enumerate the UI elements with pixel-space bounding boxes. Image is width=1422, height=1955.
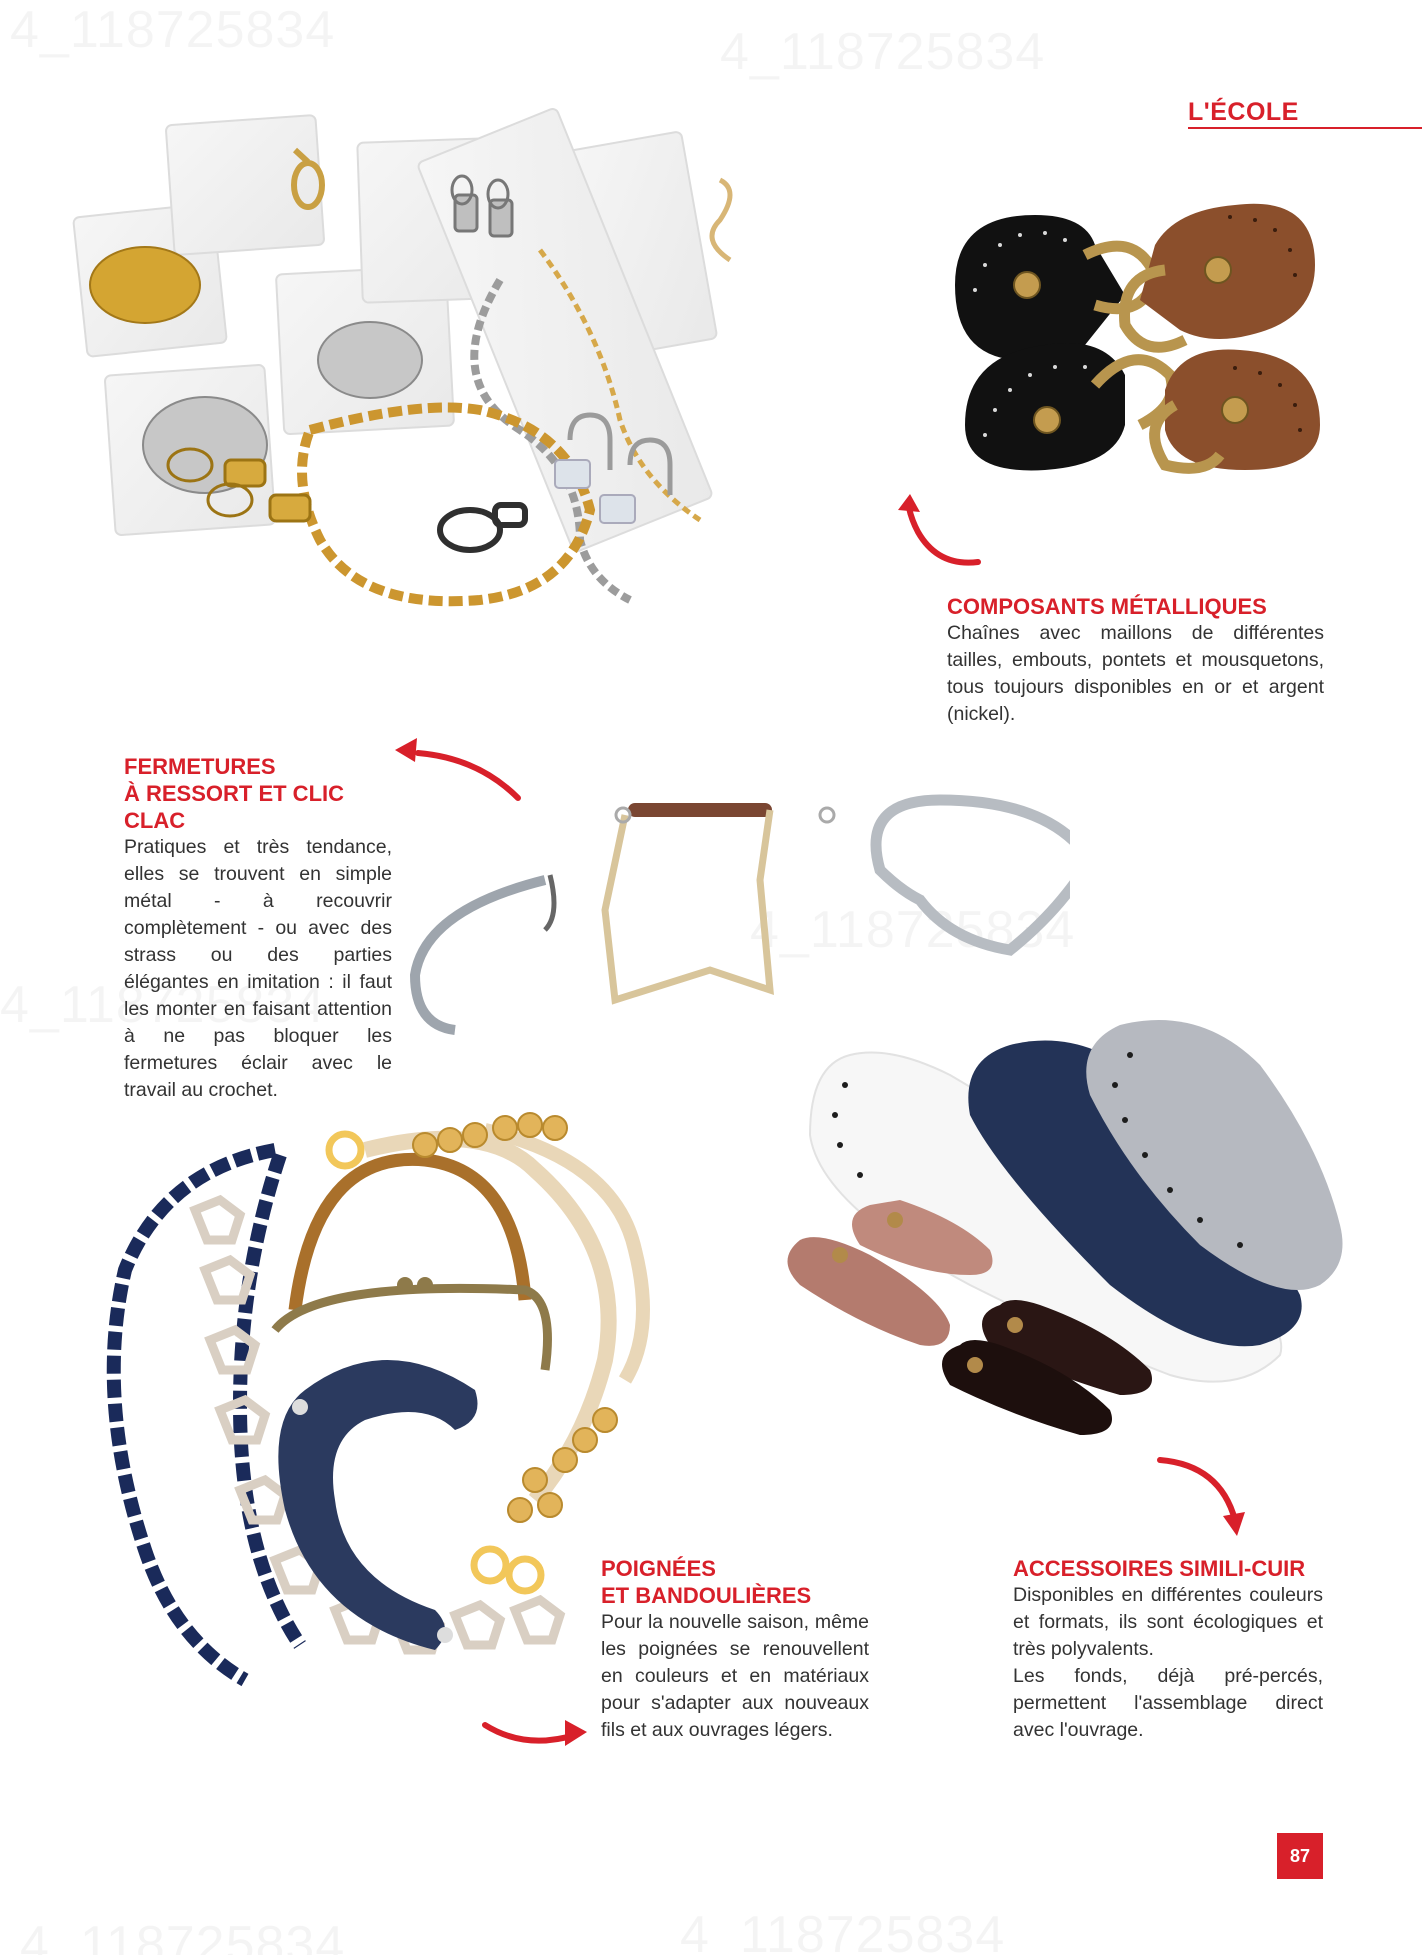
handles-title-line2: ET BANDOULIÈRES	[601, 1583, 812, 1608]
clasps-body: Pratiques et très tendance, elles se trouvent en simple métal - à recouvrir complètement - ou avec des strass ou des parties élégantes en imitation : il faut les monter en faisant attention à ne pas bloquer les fermetures éclair avec le travail au crochet.	[124, 836, 392, 1101]
clasps-title-line1: FERMETURES	[124, 754, 276, 779]
section-rule	[1188, 127, 1422, 129]
page-number: 87	[1277, 1833, 1323, 1879]
metal-components-photo	[60, 100, 890, 690]
watermark	[720, 22, 1045, 82]
red-arrow-icon	[480, 1710, 590, 1770]
leather-bottoms-photo	[770, 1005, 1350, 1455]
leather-title: ACCESSOIRES SIMILI-CUIR	[1013, 1556, 1306, 1581]
handles-title-line1: POIGNÉES	[601, 1556, 716, 1581]
leather-body-2: Les fonds, déjà pré-percés, permettent l'assemblage direct avec l'ouvrage.	[1013, 1665, 1323, 1741]
clasps-block	[124, 753, 392, 1104]
handles-block	[601, 1555, 869, 1744]
metal-components-block	[947, 593, 1324, 728]
handles-body: Pour la nouvelle saison, même les poignées se renouvellent en couleurs et en matériaux pour s'adapter aux nouveaux fils et aux ouvrages légers.	[601, 1611, 869, 1741]
clasps-photo	[395, 770, 1070, 1040]
metal-components-body: Chaînes avec maillons de différentes tailles, embouts, pontets et mousquetons, tous toujours disponibles en or et argent (nickel).	[947, 622, 1324, 725]
section-label: L'ÉCOLE	[1188, 98, 1299, 126]
watermark	[10, 0, 335, 60]
red-arrow-icon	[1155, 1450, 1255, 1540]
clasps-title-line3: CLAC	[124, 808, 186, 833]
clasps-title-line2: À RESSORT ET CLIC	[124, 781, 345, 806]
metal-components-title: COMPOSANTS MÉTALLIQUES	[947, 594, 1267, 619]
leather-tabs-photo	[935, 195, 1335, 495]
watermark	[680, 1905, 1005, 1955]
leather-block	[1013, 1555, 1323, 1744]
leather-body-1: Disponibles en différentes couleurs et formats, ils sont écologiques et très polyvalents.	[1013, 1584, 1323, 1660]
red-arrow-icon	[893, 492, 983, 577]
watermark	[20, 1915, 345, 1955]
